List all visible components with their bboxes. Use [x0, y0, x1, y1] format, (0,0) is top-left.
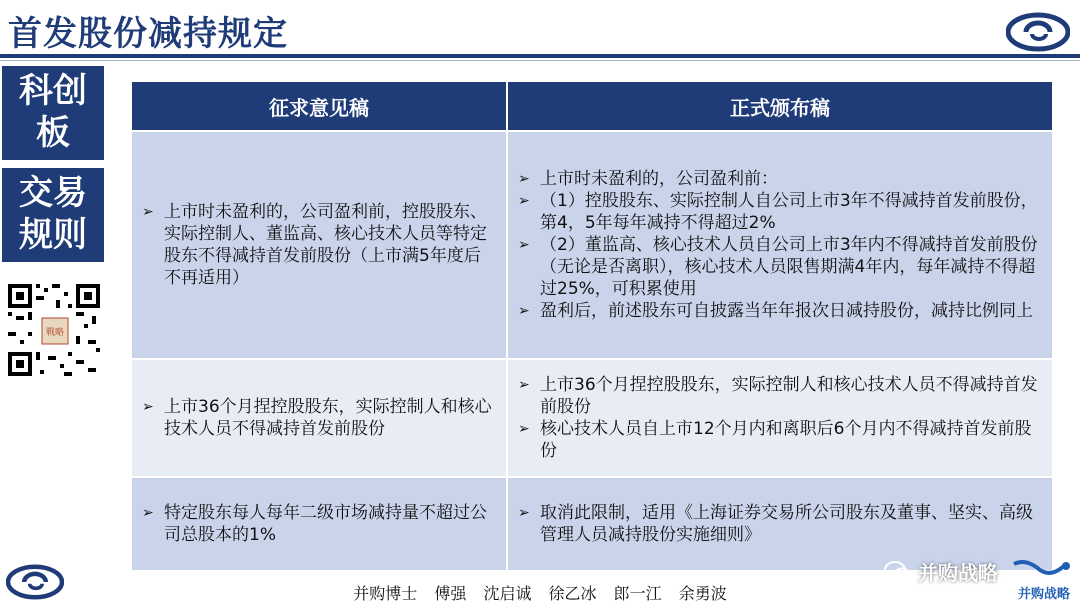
list-item — [518, 168, 1042, 190]
arrow-bullet-icon: ➢ — [518, 505, 530, 521]
side-tag-line: 规则 — [19, 215, 87, 255]
table-cell-draft — [132, 132, 508, 358]
wechat-label: 并购战略 — [918, 561, 998, 585]
side-tag-trading-rules — [2, 168, 104, 262]
wechat-watermark — [884, 557, 998, 586]
cell-text: 盈利后，前述股东可自披露当年年报次日减持股份，减持比例同上 — [540, 301, 1033, 321]
author-name: 余勇波 — [678, 584, 727, 603]
wechat-icon — [884, 560, 912, 584]
list-item — [518, 374, 1042, 418]
list-item — [518, 234, 1042, 300]
side-tag-line: 板 — [36, 113, 70, 153]
side-tag-line: 科创 — [19, 71, 87, 111]
cell-text: 上市时未盈利的，公司盈利前，控股股东、实际控制人、董监高、核心技术人员等特定股东不得减持首发前股份（上市满5年度后不再适用） — [164, 202, 487, 288]
list-item — [518, 300, 1042, 322]
table-cell-draft — [132, 478, 508, 570]
cell-text: 上市36个月捏控股股东，实际控制人和核心技术人员不得减持首发前股份 — [540, 375, 1038, 417]
arrow-bullet-icon: ➢ — [518, 171, 530, 187]
comparison-table — [132, 82, 1052, 572]
arrow-bullet-icon: ➢ — [142, 505, 154, 521]
table-header — [132, 82, 1052, 132]
table-cell-draft — [132, 360, 508, 476]
header-draft: 征求意见稿 — [132, 82, 508, 130]
cell-text: 核心技术人员自上市12个月内和离职后6个月内不得减持首发前股份 — [540, 419, 1032, 461]
table-cell-final — [508, 132, 1052, 358]
cell-text: 上市36个月捏控股股东，实际控制人和核心技术人员不得减持首发前股份 — [164, 397, 492, 439]
list-item — [518, 502, 1042, 546]
qr-code-icon — [6, 282, 102, 378]
page-title: 首发股份减持规定 — [8, 14, 288, 54]
arrow-bullet-icon: ➢ — [518, 377, 530, 393]
author-name: 傅强 — [434, 584, 467, 603]
header-final: 正式颁布稿 — [730, 95, 830, 120]
arrow-bullet-icon: ➢ — [518, 193, 530, 209]
title-divider-thin — [0, 60, 1080, 61]
table-row — [132, 360, 1052, 478]
list-item — [142, 396, 496, 440]
cell-text: 取消此限制，适用《上海证券交易所公司股东及董事、坚实、高级管理人员减持股份实施细则》 — [540, 503, 1033, 545]
title-divider — [0, 54, 1080, 58]
list-item — [142, 201, 496, 289]
arrow-bullet-icon: ➢ — [518, 303, 530, 319]
author-name: 并购博士 — [353, 584, 418, 603]
arrow-bullet-icon: ➢ — [142, 204, 154, 220]
list-item — [142, 502, 496, 546]
cell-text: （2）董监高、核心技术人员自公司上市3年内不得减持首发前股份（无论是否离职），核心技术人员限售期满4年内，每年减持不得超过25%，可积累使用 — [540, 235, 1038, 299]
side-tag-line: 交易 — [19, 173, 87, 213]
arrow-bullet-icon: ➢ — [518, 237, 530, 253]
cell-text: 上市时未盈利的，公司盈利前： — [540, 169, 778, 189]
arrow-bullet-icon: ➢ — [142, 399, 154, 415]
table-row — [132, 132, 1052, 360]
brand-badge-label: 并购战略 — [1017, 587, 1070, 602]
side-tag-star-market — [2, 66, 104, 160]
list-item — [518, 190, 1042, 234]
author-name: 沈启诚 — [483, 584, 532, 603]
company-logo-icon — [1006, 12, 1070, 52]
list-item — [518, 418, 1042, 462]
table-cell-final — [508, 360, 1052, 476]
author-name: 徐乙冰 — [548, 584, 597, 603]
arrow-bullet-icon: ➢ — [518, 421, 530, 437]
cell-text: 特定股东每人每年二级市场减持量不超过公司总股本的1% — [164, 503, 487, 545]
qr-stamp: 戰略 — [45, 328, 65, 338]
author-name: 郎一江 — [613, 584, 662, 603]
cell-text: （1）控股股东、实际控制人自公司上市3年不得减持首发前股份，第4，5年每年减持不得超过2% — [540, 191, 1038, 233]
